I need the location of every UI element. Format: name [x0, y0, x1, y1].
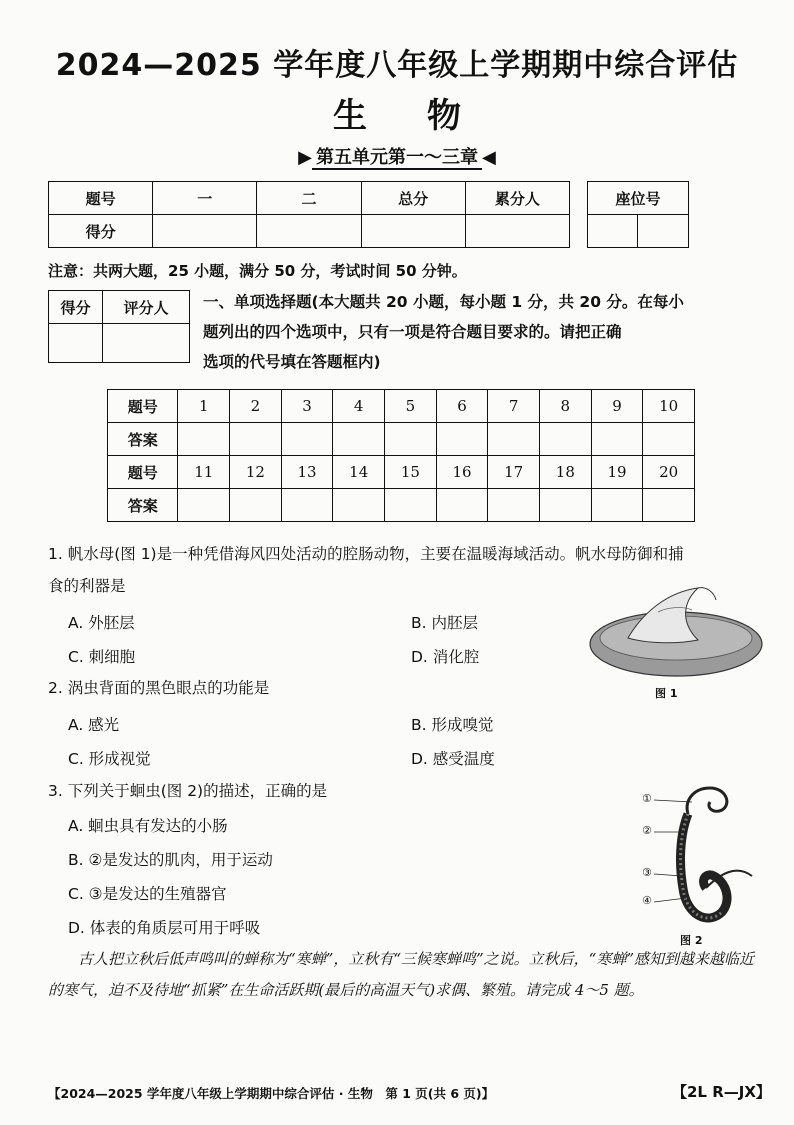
answer-grid-num: 7 [488, 390, 540, 423]
answer-cell[interactable] [385, 423, 437, 456]
roundworm-head [687, 788, 727, 814]
question-1-line: 食的利器是 [48, 577, 126, 595]
answer-grid-num: 19 [591, 456, 643, 489]
section1-line: 一、单项选择题(本大题共 20 小题，每小题 1 分，共 20 分。在每小 [203, 293, 684, 311]
jellyfish-figure [588, 582, 764, 682]
score-header-cell: 累分人 [465, 182, 569, 215]
footer-info: 【2024—2025 学年度八年级上学期期中综合评估 · 生物 第 1 页(共 6 页)】 [48, 1086, 495, 1101]
answer-cell[interactable] [281, 489, 333, 522]
unit-arrow-right-icon: ◀ [482, 147, 496, 168]
roundworm-figure [640, 784, 760, 930]
answer-grid-num: 20 [643, 456, 695, 489]
answer-grid-num: 14 [333, 456, 385, 489]
grader-name-label: 评分人 [102, 291, 189, 324]
answer-grid-num: 11 [178, 456, 230, 489]
seat-cell[interactable] [638, 215, 689, 248]
answer-cell[interactable] [540, 423, 592, 456]
exam-title: 2024—2025 学年度八年级上学期期中综合评估 [55, 48, 739, 83]
figure-2-caption: 图 2 [680, 934, 703, 947]
subject-title: 生物 [333, 96, 521, 136]
answer-grid-num: 5 [385, 390, 437, 423]
q2-option-d[interactable]: D. 感受温度 [411, 750, 495, 768]
answer-cell[interactable] [591, 423, 643, 456]
answer-grid-num: 9 [591, 390, 643, 423]
answer-cell[interactable] [436, 489, 488, 522]
answer-cell[interactable] [333, 423, 385, 456]
q1-option-b[interactable]: B. 内胚层 [411, 614, 478, 632]
figure-1-caption: 图 1 [655, 687, 678, 700]
answer-grid-num: 6 [436, 390, 488, 423]
roundworm-label-4: ④ [642, 894, 652, 907]
answer-cell[interactable] [436, 423, 488, 456]
q2-option-b[interactable]: B. 形成嗅觉 [411, 716, 494, 734]
score-cell[interactable] [361, 215, 465, 248]
answer-cell[interactable] [230, 423, 282, 456]
answer-cell[interactable] [591, 489, 643, 522]
seat-cell[interactable] [588, 215, 638, 248]
answer-grid-num: 10 [643, 390, 695, 423]
unit-arrow-left-icon: ▶ [298, 147, 312, 168]
answer-grid-ans-label: 答案 [108, 489, 178, 522]
answer-grid-num: 15 [385, 456, 437, 489]
exam-note: 注意：共两大题，25 小题，满分 50 分，考试时间 50 分钟。 [48, 262, 467, 280]
answer-cell[interactable] [385, 489, 437, 522]
answer-cell[interactable] [643, 489, 695, 522]
q1-option-a[interactable]: A. 外胚层 [68, 614, 135, 632]
score-cell[interactable] [465, 215, 569, 248]
q2-option-c[interactable]: C. 形成视觉 [68, 750, 151, 768]
answer-grid-num: 1 [178, 390, 230, 423]
score-cell[interactable] [257, 215, 361, 248]
answer-grid-num: 13 [281, 456, 333, 489]
grader-score-label: 得分 [49, 291, 103, 324]
answer-grid-num: 18 [540, 456, 592, 489]
answer-grid-num: 3 [281, 390, 333, 423]
roundworm-label-3: ③ [642, 866, 652, 879]
question-2-stem: 2. 涡虫背面的黑色眼点的功能是 [48, 679, 270, 697]
q3-option-c[interactable]: C. ③是发达的生殖器官 [68, 885, 227, 903]
answer-grid-num-label: 题号 [108, 390, 178, 423]
q3-option-b[interactable]: B. ②是发达的肌肉，用于运动 [68, 851, 273, 869]
answer-cell[interactable] [178, 489, 230, 522]
answer-cell[interactable] [643, 423, 695, 456]
q1-option-d[interactable]: D. 消化腔 [411, 648, 480, 666]
label-line-1 [654, 800, 692, 802]
reading-passage: 古人把立秋后低声鸣叫的蝉称为“寒蝉”，立秋有“三候寒蝉鸣”之说。立秋后，“寒蝉”感知到越来越临近的寒气，迫不及待地“抓紧”在生命活跃期(最后的高温天气)求偶、繁殖。请完成 4～5 题。 [48, 950, 755, 999]
answer-cell[interactable] [230, 489, 282, 522]
answer-grid-num: 17 [488, 456, 540, 489]
answer-grid-ans-label: 答案 [108, 423, 178, 456]
unit-scope [0, 143, 794, 169]
answer-grid-num-label: 题号 [108, 456, 178, 489]
roundworm-label-1: ① [642, 792, 652, 805]
answer-cell[interactable] [178, 423, 230, 456]
answer-cell[interactable] [488, 489, 540, 522]
question-1-line: 1. 帆水母(图 1)是一种凭借海风四处活动的腔肠动物，主要在温暖海域活动。帆水母防御和捕 [48, 545, 684, 563]
score-header-cell: 二 [257, 182, 361, 215]
grader-score-cell[interactable] [49, 324, 103, 363]
score-header-cell: 总分 [361, 182, 465, 215]
answer-grid-num: 2 [230, 390, 282, 423]
answer-grid-num: 8 [540, 390, 592, 423]
answer-grid-num: 4 [333, 390, 385, 423]
answer-cell[interactable] [488, 423, 540, 456]
score-header-cell: 题号 [49, 182, 153, 215]
score-header-cell: 一 [153, 182, 257, 215]
roundworm-label-2: ② [642, 824, 652, 837]
section1-line: 题列出的四个选项中，只有一项是符合题目要求的。请把正确 [203, 323, 622, 341]
answer-cell[interactable] [540, 489, 592, 522]
answer-cell[interactable] [281, 423, 333, 456]
unit-label: 第五单元第一～三章 [312, 147, 482, 170]
footer-code: 【2L R—JX】 [672, 1083, 771, 1101]
score-table [48, 181, 570, 248]
score-cell[interactable] [153, 215, 257, 248]
q1-option-c[interactable]: C. 刺细胞 [68, 648, 136, 666]
section1-line: 选项的代号填在答题框内) [203, 353, 381, 371]
grader-table [48, 290, 190, 363]
seat-label: 座位号 [588, 182, 689, 215]
grader-name-cell[interactable] [102, 324, 189, 363]
q3-option-a[interactable]: A. 蛔虫具有发达的小肠 [68, 817, 228, 835]
q3-option-d[interactable]: D. 体表的角质层可用于呼吸 [68, 919, 261, 937]
answer-grid [107, 389, 695, 522]
q2-option-a[interactable]: A. 感光 [68, 716, 120, 734]
jellyfish-sail-tip [698, 588, 716, 600]
seat-table [587, 181, 689, 248]
question-3-stem: 3. 下列关于蛔虫(图 2)的描述，正确的是 [48, 782, 328, 800]
answer-grid-num: 16 [436, 456, 488, 489]
answer-cell[interactable] [333, 489, 385, 522]
section1-instructions [203, 287, 703, 377]
score-row-label: 得分 [49, 215, 153, 248]
answer-grid-num: 12 [230, 456, 282, 489]
